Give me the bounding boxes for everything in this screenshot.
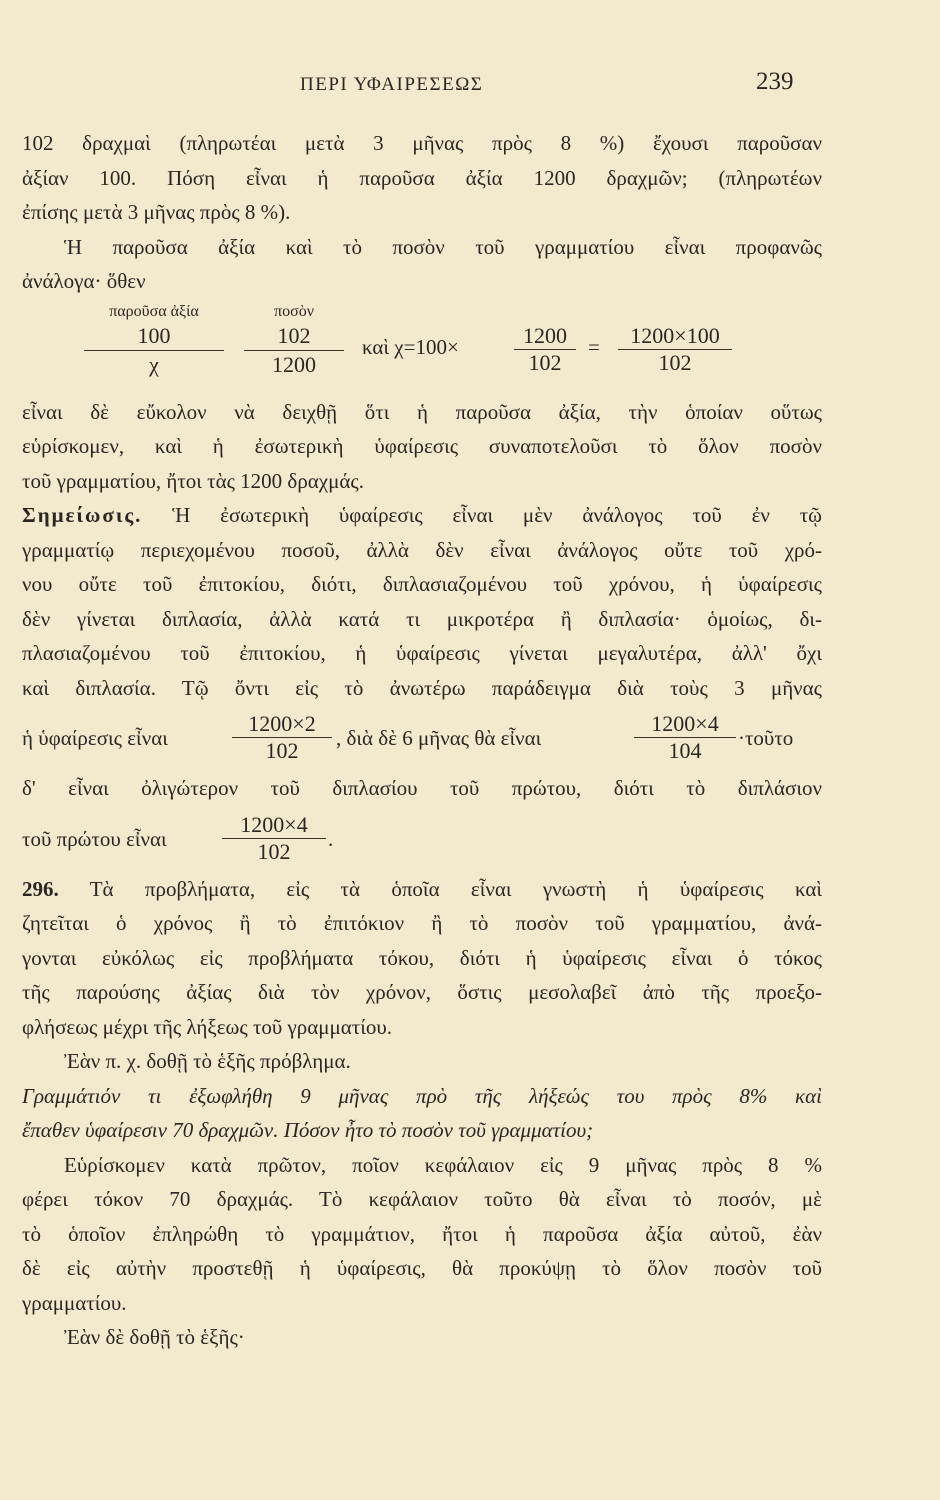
problem-line: ἔπαθεν ὑφαίρεσιν 70 δραχμῶν. Πόσον ἦτο τὸ ποσὸν τοῦ γραμματίου; xyxy=(22,1118,594,1142)
fraction-numerator: 1200×4 xyxy=(651,711,719,736)
fraction-bar xyxy=(84,350,224,351)
text-line: γραμματίου. xyxy=(22,1290,127,1315)
equation-text: καὶ χ=100× xyxy=(362,334,459,359)
text-line: φέρει τόκον 70 δραχμάς. Τὸ κεφάλαιον τοῦτο θὰ εἶναι τὸ ποσόν, μὲ xyxy=(22,1187,822,1211)
proportion-equation xyxy=(22,301,822,391)
fraction-1200x4-over-102 xyxy=(222,812,326,865)
section-text: Τὰ προβλήματα, εἰς τὰ ὁποῖα εἶναι γνωστὴ ἡ ὑφαίρεσις καὶ xyxy=(89,876,823,901)
fraction-numerator: 1200×2 xyxy=(248,711,316,736)
fraction-line-prefix: τοῦ πρώτου εἶναι xyxy=(22,826,167,851)
fraction-denominator: 102 xyxy=(658,349,692,375)
fraction-amount xyxy=(244,301,344,378)
fraction-label: ποσὸν xyxy=(274,302,314,320)
text-line: γραμματίῳ περιεχομένου ποσοῦ, ἀλλὰ δὲν εἶναι ἀνάλογος οὔτε τοῦ χρό- xyxy=(22,537,822,562)
fraction-line-prefix: ἡ ὑφαίρεσις εἶναι xyxy=(22,726,168,750)
fraction-denominator: 102 xyxy=(528,349,562,375)
text-line: φλήσεως μέχρι τῆς λήξεως τοῦ γραμματίου. xyxy=(22,1014,393,1039)
section-first-line xyxy=(22,872,822,907)
fraction-line-2 xyxy=(22,806,822,872)
fraction-present-value xyxy=(84,301,224,378)
note-first-line xyxy=(22,498,822,533)
text-line: τῆς παρούσης ἀξίας διὰ τὸν χρόνον, ὅστις μεσολαβεῖ ἀπὸ τῆς προεξο- xyxy=(22,980,822,1004)
page-number: 239 xyxy=(756,68,794,95)
text-line: δ' εἶναι ὀλιγώτερον τοῦ διπλασίου τοῦ πρώτου, διότι τὸ διπλάσιον xyxy=(22,776,822,800)
text-line: εἶναι δὲ εὔκολον νὰ δειχθῇ ὅτι ἡ παροῦσα ἀξία, τὴν ὁποίαν οὕτως xyxy=(22,399,822,424)
text-line: γονται εὐκόλως εἰς προβλήματα τόκου, διότι ἡ ὑφαίρεσις εἶναι ὁ τόκος xyxy=(22,945,822,970)
problem-line: Γραμμάτιόν τι ἐξωφλήθη 9 μῆνας πρὸ τῆς λήξεώς του πρὸς 8% καὶ xyxy=(22,1083,822,1108)
fraction-label: παροῦσα ἀξία xyxy=(109,302,199,320)
equals-sign: = xyxy=(588,334,600,359)
text-line: πλασιαζομένου τοῦ ἐπιτοκίου, ἡ ὑφαίρεσις γίνεται μεγαλυτέρα, ἀλλ' ὄχι xyxy=(22,641,822,665)
text-line: ἐπίσης μετὰ 3 μῆνας πρὸς 8 %). xyxy=(22,200,291,224)
fraction-d xyxy=(618,323,732,376)
final-line: Ἐὰν δὲ δοθῇ τὸ ἑξῆς· xyxy=(64,1325,245,1349)
fraction-bar xyxy=(244,350,344,351)
text-line: ζητεῖται ὁ χρόνος ἢ τὸ ἐπιτόκιον ἢ τὸ ποσὸν τοῦ γραμματίου, ἀνά- xyxy=(22,911,822,935)
section-number: 296. xyxy=(22,876,59,901)
page-header xyxy=(0,66,940,106)
text-line: νου οὔτε τοῦ ἐπιτοκίου, διότι, διπλασιαζομένου τοῦ χρόνου, ἡ ὑφαίρεσις xyxy=(22,572,822,596)
text-line: 102 δραχμαὶ (πληρωτέαι μετὰ 3 μῆνας πρὸς 8 %) ἔχουσι παροῦσαν xyxy=(22,131,822,155)
fraction-denominator: 102 xyxy=(257,838,291,864)
text-line: τοῦ γραμματίου, ἤτοι τὰς 1200 δραχμάς. xyxy=(22,468,364,493)
fraction-denominator: χ xyxy=(149,351,159,377)
text-line: Ἡ παροῦσα ἀξία καὶ τὸ ποσὸν τοῦ γραμματίου εἶναι προφανῶς xyxy=(64,234,822,259)
text-line: ἀξίαν 100. Πόση εἶναι ἡ παροῦσα ἀξία 1200 δραχμῶν; (πληρωτέων xyxy=(22,165,822,190)
fraction-numerator: 1200 xyxy=(523,322,567,348)
running-title: ΠΕΡΙ ΥΦΑΙΡΕΣΕΩΣ xyxy=(300,74,484,95)
fraction-1200x4 xyxy=(634,711,736,764)
fraction-denominator: 104 xyxy=(668,738,702,763)
text-line: ἀνάλογα· ὅθεν xyxy=(22,269,146,293)
example-intro: Ἐὰν π. χ. δοθῇ τὸ ἑξῆς πρόβλημα. xyxy=(64,1049,351,1073)
fraction-1200x2 xyxy=(232,711,332,764)
text-line: Εὑρίσκομεν κατὰ πρῶτον, ποῖον κεφάλαιον εἰς 9 μῆνας πρὸς 8 % xyxy=(64,1152,822,1177)
fraction-denominator: 102 xyxy=(265,738,299,763)
text-line: τὸ ὁποῖον ἐπληρώθη τὸ γραμμάτιον, ἤτοι ἡ παροῦσα ἀξία αὐτοῦ, ἐὰν xyxy=(22,1221,822,1246)
fraction-denominator: 1200 xyxy=(272,351,316,377)
fraction-numerator: 1200×4 xyxy=(240,811,308,837)
text-line: εὑρίσκομεν, καὶ ἡ ἐσωτερικὴ ὑφαίρεσις συναποτελοῦσι τὸ ὅλον ποσὸν xyxy=(22,434,822,458)
fraction-line-suffix: . xyxy=(328,826,334,851)
fraction-line-suffix: ·τοῦτο xyxy=(738,726,794,750)
body-text xyxy=(22,126,822,1355)
fraction-numerator: 102 xyxy=(277,322,311,348)
fraction-numerator: 1200×100 xyxy=(630,322,720,348)
fraction-c xyxy=(514,323,576,376)
note-label: Σημείωσις. xyxy=(22,503,143,527)
text-line: καὶ διπλασία. Τῷ ὄντι εἰς τὸ ἀνωτέρω παράδειγμα διὰ τοὺς 3 μῆνας xyxy=(22,675,822,700)
fraction-line-1 xyxy=(22,705,822,771)
text-line: δὲν γίνεται διπλασία, ἀλλὰ κατά τι μικροτέρα ἢ διπλασία· ὁμοίως, δι- xyxy=(22,606,822,631)
fraction-numerator: 100 xyxy=(137,322,171,348)
text-line: δὲ εἰς αὐτὴν προστεθῇ ἡ ὑφαίρεσις, θὰ προκύψῃ τὸ ὅλον ποσὸν τοῦ xyxy=(22,1256,822,1280)
fraction-line-middle: , διὰ δὲ 6 μῆνας θὰ εἶναι xyxy=(336,726,542,750)
note-text: Ἡ ἐσωτερικὴ ὑφαίρεσις εἶναι μὲν ἀνάλογος τοῦ ἐν τῷ xyxy=(172,503,823,527)
